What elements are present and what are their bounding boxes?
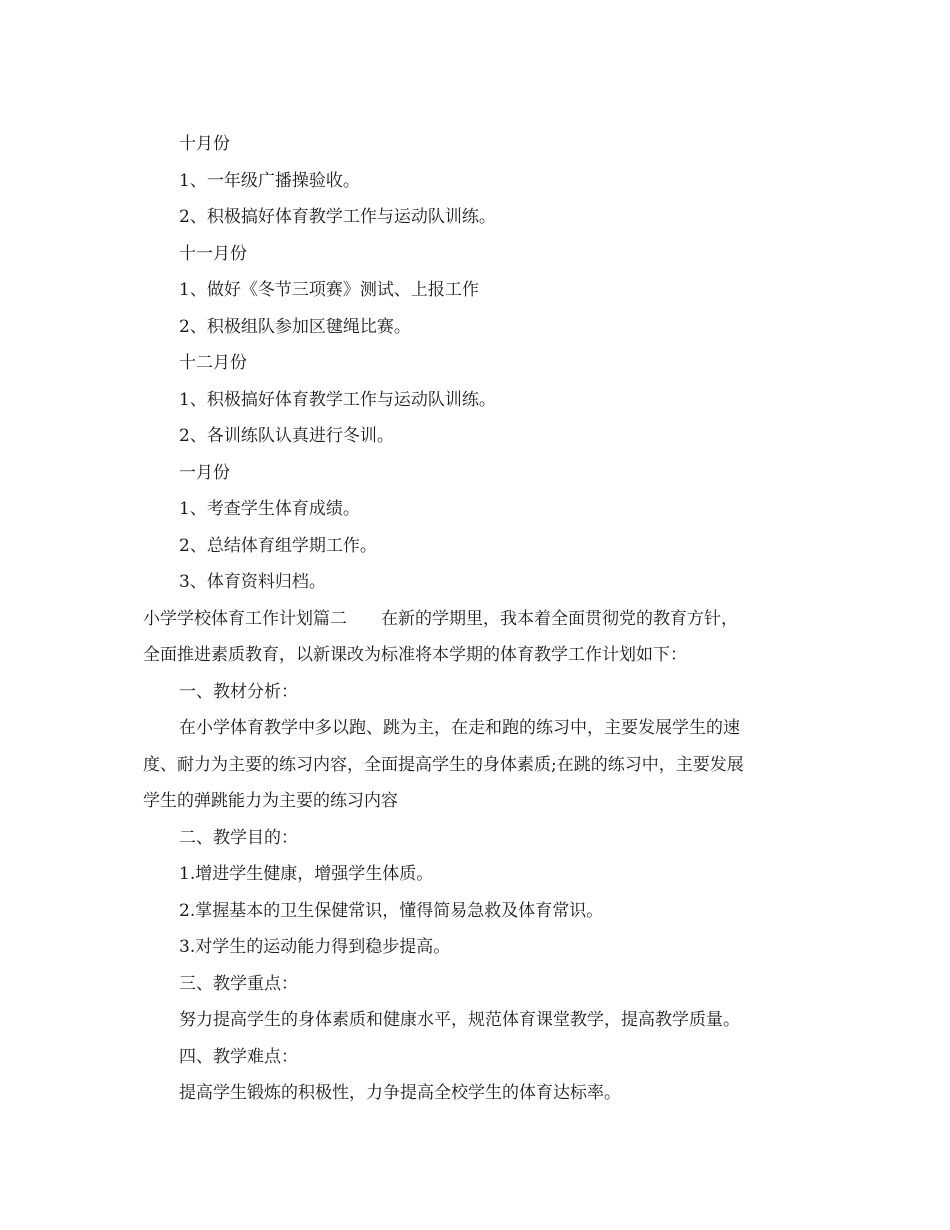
list-item: 2、总结体育组学期工作。 xyxy=(179,535,377,556)
section-intro-first: 在新的学期里，我本着全面贯彻党的教育方针， xyxy=(381,608,738,629)
list-item: 2、积极组队参加区毽绳比赛。 xyxy=(179,316,411,337)
part4-heading: 四、教学难点： xyxy=(179,1046,298,1067)
list-item: 2、各训练队认真进行冬训。 xyxy=(179,426,394,446)
month-heading-january: 一月份 xyxy=(179,462,230,483)
paragraph-line: 度、耐力为主要的练习内容，全面提高学生的身体素质;在跳的练习中，主要发展 xyxy=(143,754,744,775)
paragraph-line: 在小学体育教学中多以跑、跳为主，在走和跑的练习中，主要发展学生的速 xyxy=(179,718,740,738)
list-item: 3、体育资料归档。 xyxy=(179,572,326,592)
list-item: 1、考查学生体育成绩。 xyxy=(179,499,360,519)
paragraph-line: 努力提高学生的身体素质和健康水平，规范体育课堂教学，提高教学质量。 xyxy=(179,1010,740,1030)
list-item: 1、一年级广播操验收。 xyxy=(179,170,360,191)
list-item: 1.增进学生健康，增强学生体质。 xyxy=(179,864,434,884)
part1-heading: 一、教材分析： xyxy=(179,681,298,702)
list-item: 2.掌握基本的卫生保健常识，懂得简易急救及体育常识。 xyxy=(179,900,604,921)
section-intro-line xyxy=(143,601,811,638)
month-heading-december: 十二月份 xyxy=(179,353,247,373)
section-title: 小学学校体育工作计划篇二 xyxy=(143,608,347,629)
list-item: 3.对学生的运动能力得到稳步提高。 xyxy=(179,937,451,957)
section-intro-second: 全面推进素质教育，以新课改为标准将本学期的体育教学工作计划如下： xyxy=(143,645,687,665)
part3-heading: 三、教学重点： xyxy=(179,973,298,994)
month-heading-october: 十月份 xyxy=(179,134,230,154)
paragraph-line: 提高学生锻炼的积极性，力争提高全校学生的体育达标率。 xyxy=(179,1083,621,1103)
paragraph-line: 学生的弹跳能力为主要的练习内容 xyxy=(143,791,398,811)
list-item: 1、做好《冬节三项赛》测试、上报工作 xyxy=(179,280,479,300)
month-heading-november: 十一月份 xyxy=(179,243,247,264)
document-body xyxy=(143,126,811,1112)
list-item: 2、积极搞好体育教学工作与运动队训练。 xyxy=(179,207,496,227)
list-item: 1、积极搞好体育教学工作与运动队训练。 xyxy=(179,389,496,410)
part2-heading: 二、教学目的： xyxy=(179,827,298,848)
